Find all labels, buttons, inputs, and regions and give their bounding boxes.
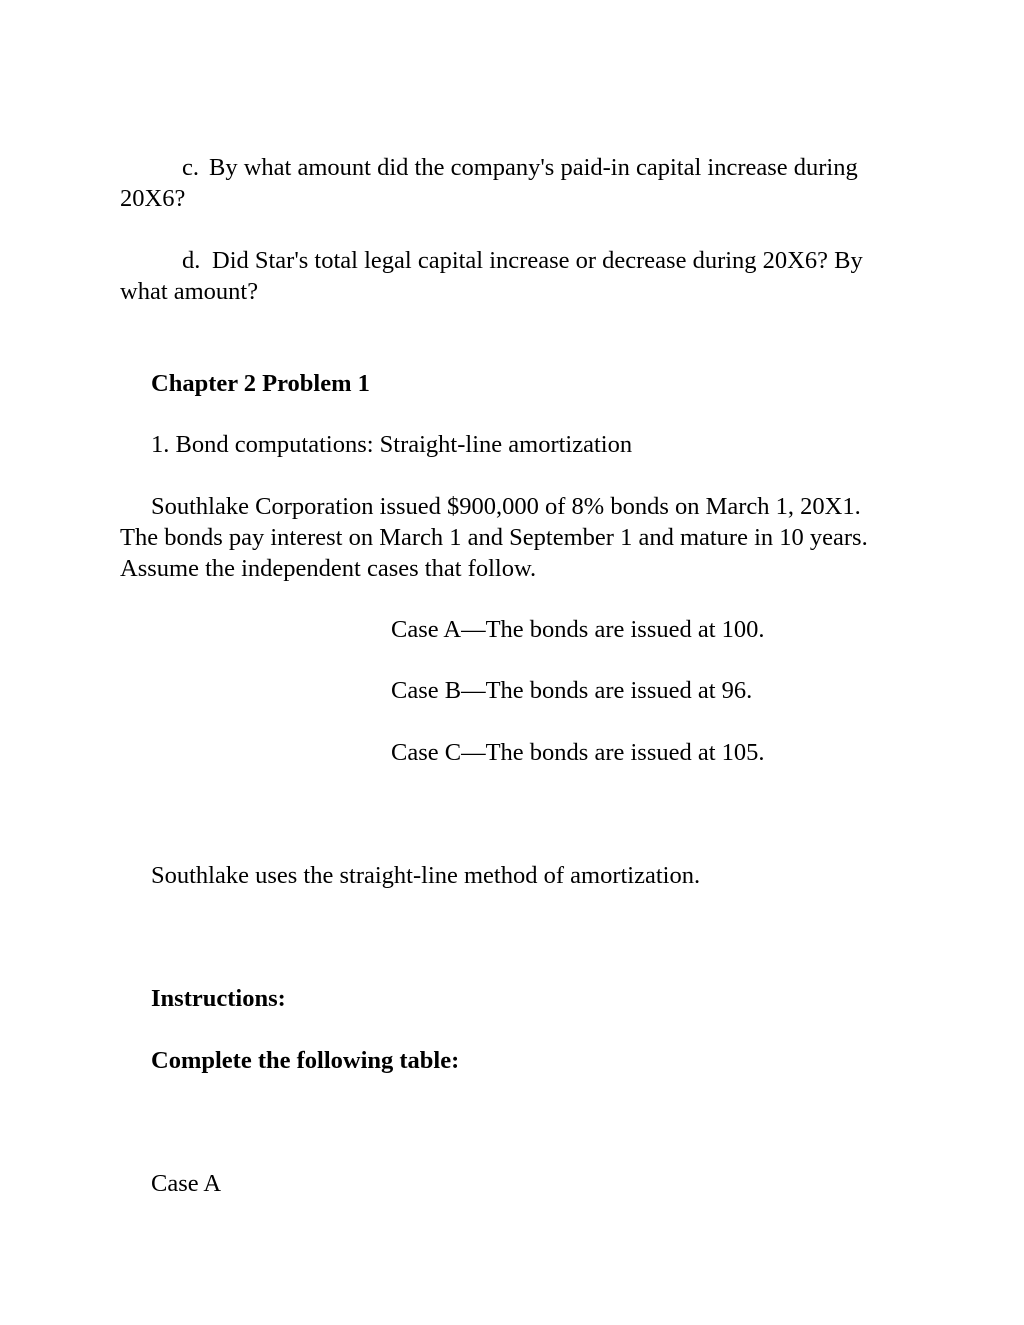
case-b-line: Case B—The bonds are issued at 96. <box>391 677 753 704</box>
question-c-label: c. <box>182 154 199 181</box>
instructions-heading: Instructions: <box>151 985 286 1012</box>
question-c-text: By what amount did the company's paid-in capital increase during 20X6? <box>120 154 858 212</box>
question-d-text: Did Star's total legal capital increase or decrease during 20X6? By what amount? <box>120 247 863 305</box>
problem-body: Southlake Corporation issued $900,000 of 8% bonds on March 1, 20X1. The bonds pay interest on March 1 and September 1 and mature in 10 years. Assume the independent cases that follow. <box>120 493 868 582</box>
method-note: Southlake uses the straight-line method of amortization. <box>151 862 701 889</box>
case-a-heading: Case A <box>151 1170 222 1197</box>
question-c <box>120 152 900 214</box>
case-c-line: Case C—The bonds are issued at 105. <box>391 739 765 766</box>
case-a-line: Case A—The bonds are issued at 100. <box>391 616 765 643</box>
question-d <box>120 245 895 307</box>
problem-title: 1. Bond computations: Straight-line amortization <box>151 431 633 458</box>
question-d-label: d. <box>182 247 201 274</box>
instructions-text: Complete the following table: <box>151 1047 460 1074</box>
chapter-heading: Chapter 2 Problem 1 <box>151 370 370 397</box>
